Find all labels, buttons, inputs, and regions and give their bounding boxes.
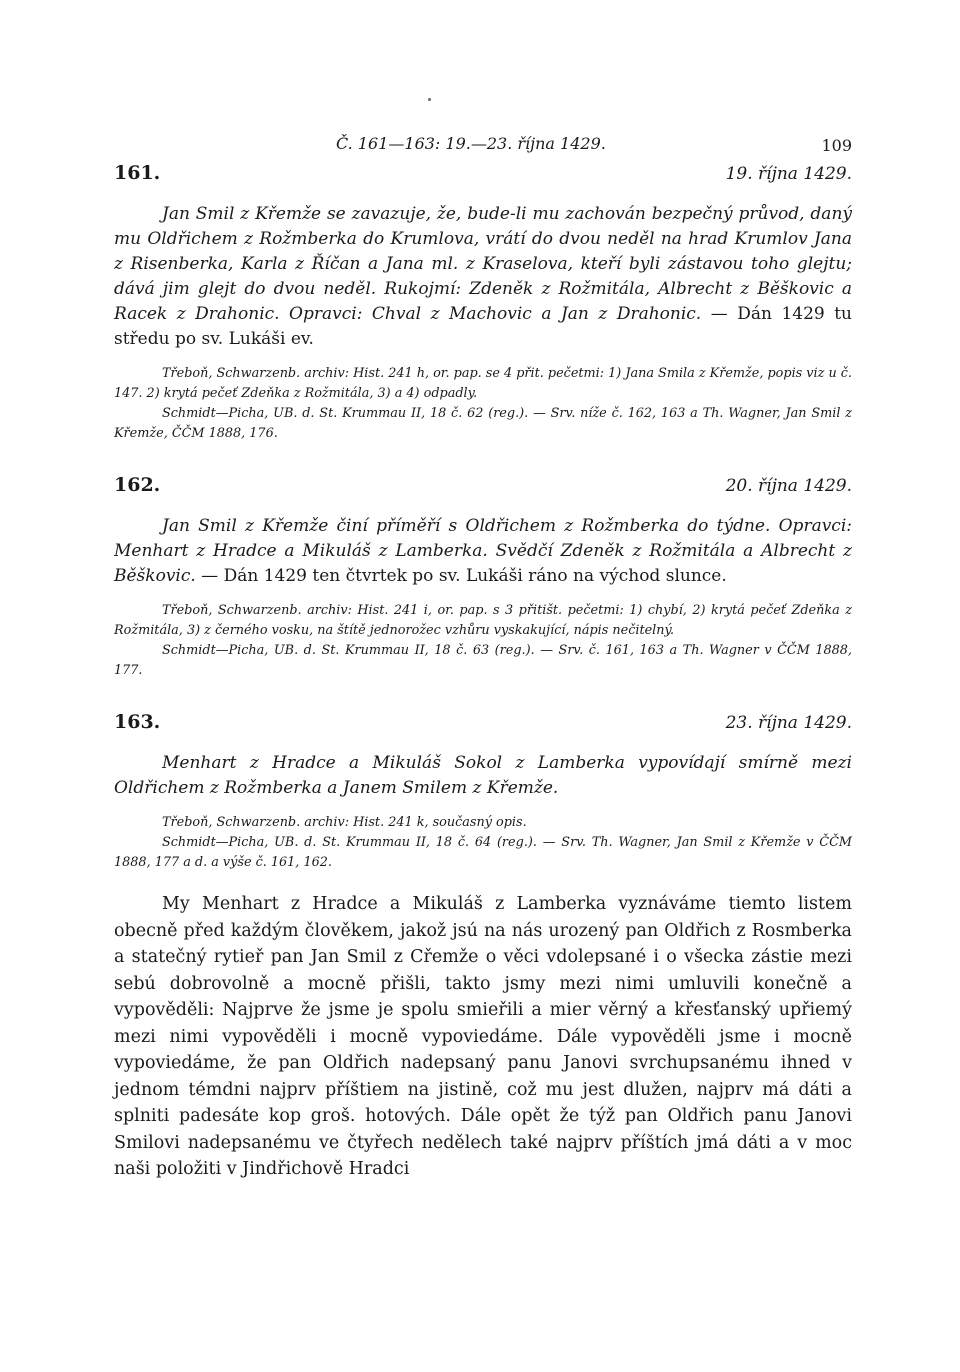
regest-text: Menhart z Hradce a Mikuláš Sokol z Lamberka vypovídají smírně mezi Oldřichem z Rožmberka a Janem Smilem z Křemže. <box>114 753 852 798</box>
running-title: Č. 161—163: 19.—23. října 1429. <box>336 134 606 153</box>
entry-notes <box>114 364 852 444</box>
archival-note: Třeboň, Schwarzenb. archiv: Hist. 241 h, or. pap. se 4 přit. pečetmi: 1) Jana Smila z Křemže, popis viz u č. 147. 2) krytá pečeť Zdeňka z Rožmitála, 3) a 4) odpadly. <box>114 366 852 401</box>
regest-text: Jan Smil z Křemže činí příměří s Oldřichem z Rožmberka do týdne. Opravci: Menhart z Hradce a Mikuláš z Lamberka. Svědčí Zdeněk z Rožmitála a Albrecht z Běškovic. — <box>114 516 852 586</box>
document-page <box>114 128 852 1213</box>
entry-number: 161. <box>114 162 161 184</box>
literature-note: Schmidt—Picha, UB. d. St. Krummau II, 18 č. 64 (reg.). — Srv. Th. Wagner, Jan Smil z Křemže v ČČM 1888, 177 a d. a výše č. 161, 162. <box>114 835 852 870</box>
regest-text: Jan Smil z Křemže se zavazuje, že, bude-li mu zachován bezpečný průvod, daný mu Oldřichem z Rožmberka do Krumlova, vrátí do dvou neděl na hrad Krumlov Jana z Risenberka, Karla z Říčan a Jana ml. z Kraselova, kteří byli zástavou toho glejtu; dává jim glejt do dvou neděl. Rukojmí: Zdeněk z Rožmitála, Albrecht z Běškovic a Racek z Drahonic. Opravci: Chval z Machovic a Jan z Drahonic. — <box>114 204 852 324</box>
charter-text: My Menhart z Hradce a Mikuláš z Lamberka vyznáváme tiemto listem obecně před každým člověkem, jakož jsú na nás urozený pan Oldřich z Rosmberka a statečný rytieř pan Jan Smil z Cřemže o věci vdolepsané i o všecka zástie mezi sebú dobrovolně a mocně přišli, takto jsmy mezi nimi umluvili konečně a vypověděli: Najprve že jsme je spolu smieřili a mier věrný a křesťanský upřiemý mezi nimi vypověděli i mocně vypoviedáme. Dále vypověděli jsme i mocně vypoviedáme, že pan Oldřich nadepsaný panu Janovi svrchupsanému ihned v jednom témdni najprv příštiem na jistině, což mu jest dlužen, najprv má dáti a splniti padesáte kop groš. hotových. Dále opět že týž pan Oldřich panu Janovi Smilovi nadepsanému ve čtyřech nedělech také najprv příštích jmá dáti a v moc naši položiti v Jindřichově Hradci <box>114 894 852 1179</box>
running-head <box>114 128 852 162</box>
entry-regest <box>114 751 852 801</box>
entry-date: 19. října 1429. <box>725 164 852 184</box>
entry-notes <box>114 601 852 681</box>
entry-header <box>114 162 852 202</box>
literature-note: Schmidt—Picha, UB. d. St. Krummau II, 18 č. 62 (reg.). — Srv. níže č. 162, 163 a Th. Wagner, Jan Smil z Křemže, ČČM 1888, 176. <box>114 406 852 441</box>
entry-header <box>114 474 852 514</box>
regest-dating: Dán 1429 tu středu po sv. Lukáši ev. <box>114 304 852 349</box>
entry-regest <box>114 514 852 589</box>
stray-mark <box>428 98 431 101</box>
entry-number: 163. <box>114 711 161 733</box>
entry-date: 20. října 1429. <box>725 476 852 496</box>
entry-date: 23. října 1429. <box>725 713 852 733</box>
entry-regest <box>114 202 852 352</box>
page-number: 109 <box>821 136 852 155</box>
archival-note: Třeboň, Schwarzenb. archiv: Hist. 241 k, současný opis. <box>162 815 527 830</box>
regest-dating: Dán 1429 ten čtvrtek po sv. Lukáši ráno na východ slunce. <box>223 566 727 586</box>
entry-163 <box>114 711 852 1183</box>
archival-note: Třeboň, Schwarzenb. archiv: Hist. 241 i, or. pap. s 3 přitišt. pečetmi: 1) chybí, 2) krytá pečeť Zdeňka z Rožmitála, 3) z černého vosku, na štítě jednorožec vzhůru vyskakující, nápis nečitelný. <box>114 603 852 638</box>
entry-162 <box>114 474 852 681</box>
entry-161 <box>114 162 852 444</box>
entry-header <box>114 711 852 751</box>
entry-number: 162. <box>114 474 161 496</box>
literature-note: Schmidt—Picha, UB. d. St. Krummau II, 18 č. 63 (reg.). — Srv. č. 161, 163 a Th. Wagner v ČČM 1888, 177. <box>114 643 852 678</box>
entry-notes <box>114 813 852 873</box>
